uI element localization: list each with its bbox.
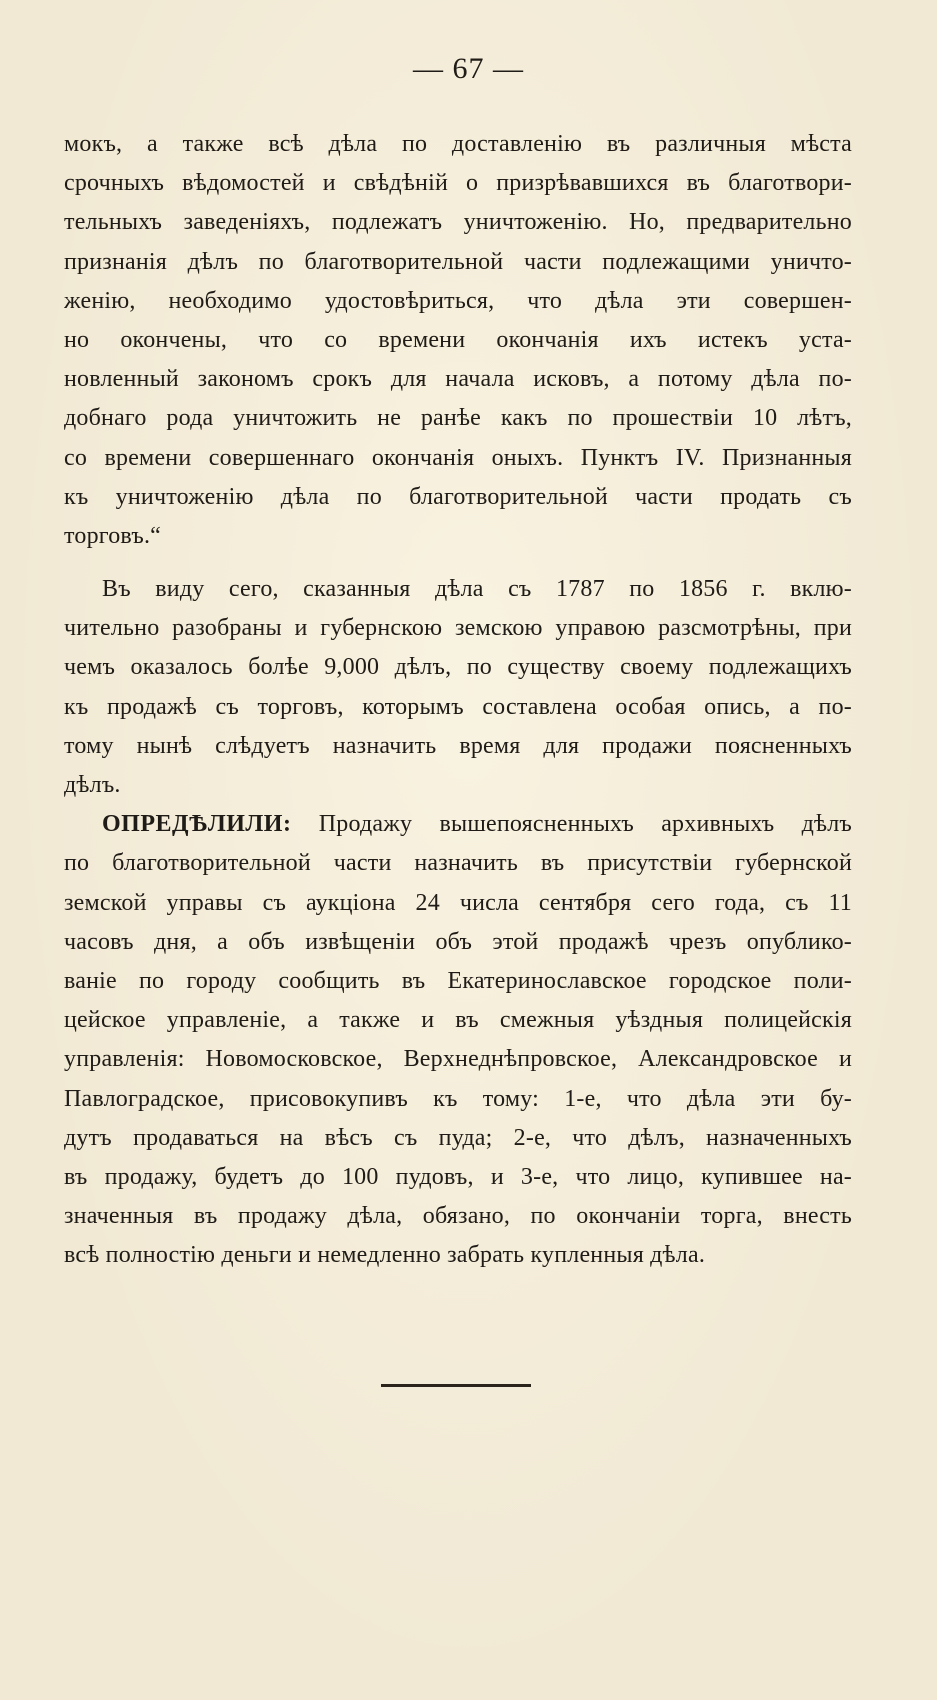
line: дутъ продаваться на вѣсъ съ пуда; 2-е, что дѣлъ, назначенныхъ [64, 1124, 852, 1151]
line: мокъ, а также всѣ дѣла по доставленію въ различныя мѣста [64, 131, 852, 157]
line: со времени совершеннаго окончанія оныхъ. Пунктъ IV. Признанныя [64, 444, 852, 471]
line: къ продажѣ съ торговъ, которымъ составлена особая опись, а по- [64, 693, 852, 720]
line: ваніе по городу сообщить въ Екатеринославское городское поли- [64, 967, 852, 994]
paragraph-continuation [64, 125, 852, 570]
line: по благотворительной части назначить въ присутствіи губернской [64, 850, 852, 877]
paragraph-in-view [64, 570, 852, 805]
line: въ продажу, будетъ до 100 пудовъ, и 3-е, что лицо, купившее на- [64, 1163, 852, 1190]
line: срочныхъ вѣдомостей и свѣдѣній о призрѣвавшихся въ благотвори- [64, 170, 852, 197]
line: тельныхъ заведеніяхъ, подлежатъ уничтоженію. Но, предварительно [64, 209, 852, 236]
line: тому нынѣ слѣдуетъ назначить время для продажи поясненныхъ [64, 732, 852, 759]
line: торговъ.“ [64, 522, 162, 549]
line: Въ виду сего, сказанныя дѣла съ 1787 по 1856 г. вклю- [102, 576, 852, 603]
line: всѣ полностію деньги и немедленно забрать купленныя дѣла. [64, 1242, 706, 1269]
resolution-heading: ОПРЕДѢЛИЛИ: [102, 811, 292, 838]
line: часовъ дня, а объ извѣщеніи объ этой продажѣ чрезъ опублико- [64, 928, 852, 955]
line: чительно разобраны и губернскою земскою управою разсмотрѣны, при [64, 615, 852, 642]
line: управленія: Новомосковское, Верхнеднѣпровское, Александровское и [64, 1046, 852, 1073]
body-text [64, 125, 852, 1275]
line: къ уничтоженію дѣла по благотворительной части продать съ [64, 483, 852, 510]
paragraph-resolution [64, 805, 852, 1275]
line: женію, необходимо удостовѣриться, что дѣла эти совершен- [64, 287, 852, 314]
line: дѣлъ. [64, 772, 121, 798]
line: Павлоградское, присовокупивъ къ тому: 1-е, что дѣла эти бу- [64, 1085, 852, 1112]
line: чемъ оказалось болѣе 9,000 дѣлъ, по существу своему подлежащихъ [64, 654, 852, 681]
line: цейское управленіе, а также и въ смежныя уѣздныя полицейскія [64, 1007, 852, 1034]
line: но окончены, что со времени окончанія ихъ истекъ уста- [64, 326, 852, 353]
line: новленный закономъ срокъ для начала исковъ, а потому дѣла по- [64, 366, 852, 393]
line [64, 805, 852, 844]
closing-divider [381, 1384, 531, 1387]
line: добнаго рода уничтожить не ранѣе какъ по прошествіи 10 лѣтъ, [64, 405, 852, 432]
line: земской управы съ аукціона 24 числа сентября сего года, съ 11 [64, 889, 852, 916]
line: значенныя въ продажу дѣла, обязано, по окончаніи торга, внесть [64, 1203, 852, 1230]
resolution-heading-rest: Продажу вышепоясненныхъ архивныхъ дѣлъ [291, 811, 852, 838]
line: признанія дѣлъ по благотворительной части подлежащими уничто- [64, 248, 852, 275]
page-number: — 67 — [413, 52, 524, 85]
